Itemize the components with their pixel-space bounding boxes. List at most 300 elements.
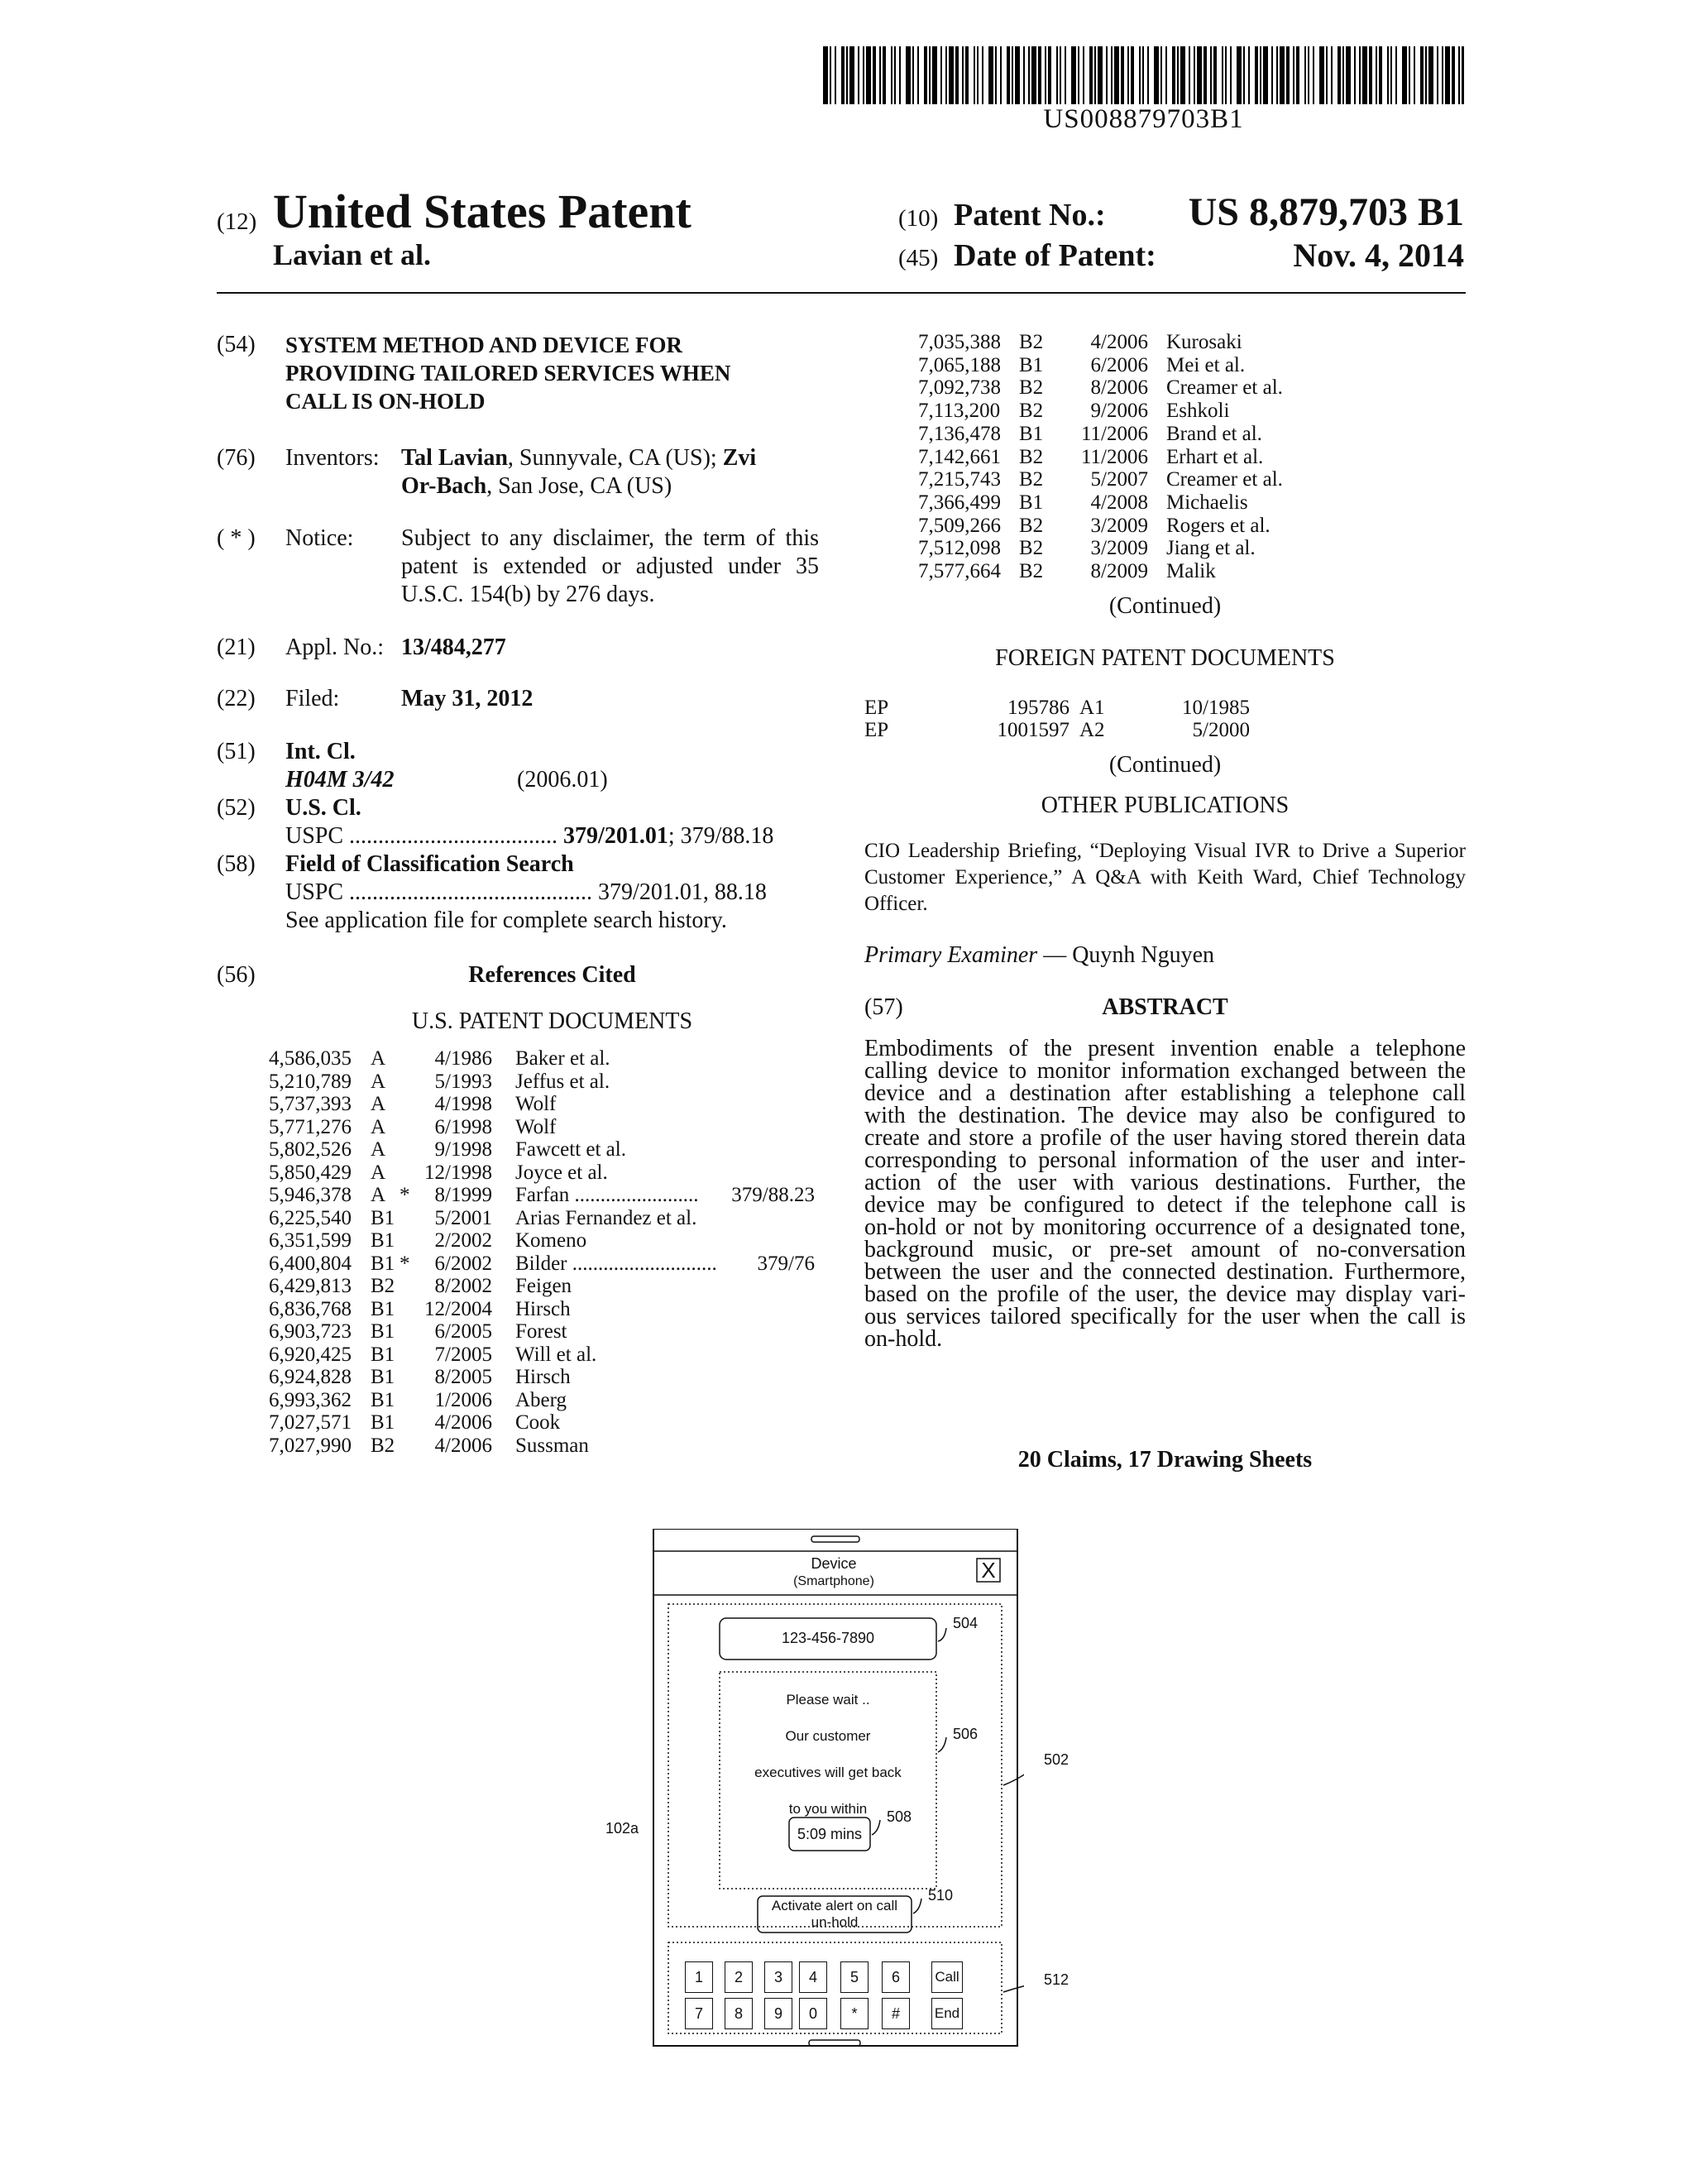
barcode-bar (841, 46, 845, 104)
foreign-reference-row (864, 719, 1466, 741)
keypad-key[interactable]: 1 (685, 1961, 713, 1993)
barcode-bar (1286, 46, 1290, 104)
barcode-bar (1230, 46, 1232, 104)
primary-examiner (864, 941, 1214, 970)
ref-number: 5,850,429 (269, 1161, 352, 1184)
inventor-location: , Sunnyvale, CA (US); (507, 445, 723, 471)
barcode-bar (1414, 46, 1415, 104)
barcode-bar (1098, 46, 1103, 104)
reference-row (269, 1275, 815, 1297)
barcode-bar (906, 46, 911, 104)
ref-kind: B1 (371, 1206, 395, 1229)
ref-date: 4/2006 (434, 1434, 492, 1457)
barcode-bar (1204, 46, 1207, 104)
ref-name: Erhart et al. (1166, 445, 1264, 468)
ref-date: 4/1998 (434, 1093, 492, 1115)
reference-row (269, 1229, 815, 1252)
ref-number: 6,993,362 (269, 1388, 352, 1411)
barcode-bar (1342, 46, 1344, 104)
claims-count: 20 Claims, 17 Drawing Sheets (1017, 1447, 1313, 1473)
alert-button-line: Activate alert on call (771, 1898, 898, 1913)
code-57: (57) (864, 994, 903, 1020)
ref-name: Jeffus et al. (515, 1070, 610, 1093)
reference-row (918, 537, 1464, 559)
ref-name: Cook (515, 1411, 561, 1434)
uspc-label: USPC (285, 823, 344, 849)
abstract-line: Embodiments of the present invention enable a telephone (864, 1036, 1466, 1061)
barcode-bar (1402, 46, 1407, 104)
barcode-bar (1210, 46, 1212, 104)
barcode-bar (1255, 46, 1258, 104)
field-search-uspc (285, 879, 767, 907)
ref-name: Eshkoli (1166, 400, 1230, 423)
ref-date: 4/1986 (434, 1047, 492, 1070)
ref-star: * (400, 1252, 410, 1275)
ref-date: 5/2001 (434, 1206, 492, 1229)
device-title: Device (811, 1555, 857, 1572)
abstract-line: on-hold. (864, 1326, 943, 1352)
keypad-key[interactable]: Call (931, 1961, 963, 1993)
ref-kind: B1 (1019, 422, 1044, 445)
barcode-bar (1180, 46, 1185, 104)
barcode-bar (1409, 46, 1410, 104)
ref-number: 5,946,378 (269, 1184, 352, 1206)
ref-kind: B2 (1019, 468, 1044, 491)
barcode-bar (1331, 46, 1333, 104)
barcode-bar (1243, 46, 1245, 104)
reference-row (269, 1138, 815, 1161)
reference-row (269, 1252, 815, 1275)
keypad-key[interactable]: End (931, 1998, 963, 2029)
ref-date: 9/2006 (1090, 400, 1148, 423)
reference-row (269, 1366, 815, 1388)
barcode-bar (1437, 46, 1438, 104)
ref-number: 7,065,188 (918, 353, 1001, 376)
barcode-bar (1000, 46, 1002, 104)
ref-506: 506 (953, 1726, 979, 1742)
keypad-key[interactable]: 4 (799, 1961, 827, 1993)
foreign-number: 195786 (1007, 697, 1070, 719)
phone-number-field[interactable]: 123-456-7890 (781, 1630, 875, 1646)
barcode-bar (1425, 46, 1427, 104)
reference-row (918, 331, 1464, 353)
ref-number: 5,802,526 (269, 1138, 352, 1161)
filed-value: May 31, 2012 (401, 686, 534, 711)
barcode-bar (891, 46, 892, 104)
abstract-line: on-hold or not by monitoring occurrence of a designated tone, (864, 1214, 1466, 1240)
foreign-country: EP (864, 719, 889, 741)
ref-date: 8/1999 (434, 1184, 492, 1206)
barcode-bar (1060, 46, 1061, 104)
barcode-bar (1462, 46, 1464, 104)
barcode-bar (1111, 46, 1113, 104)
int-cl-label: Int. Cl. (285, 739, 356, 764)
ref-number: 7,509,266 (918, 514, 1001, 537)
ref-102a: 102a (605, 1820, 639, 1837)
ref-kind: B1 (1019, 353, 1044, 376)
barcode-bar (1083, 46, 1084, 104)
ref-date: 12/1998 (424, 1161, 492, 1184)
barcode-bar (1308, 46, 1309, 104)
barcode-bar (1056, 46, 1058, 104)
barcode-bar (1346, 46, 1351, 104)
keypad-key[interactable]: 8 (725, 1998, 753, 2029)
ref-date: 7/2005 (434, 1343, 492, 1366)
ref-kind: B2 (371, 1434, 395, 1457)
keypad-key[interactable]: 9 (764, 1998, 792, 2029)
device-subtitle: (Smartphone) (793, 1574, 874, 1588)
barcode-bar (932, 46, 937, 104)
invention-title-line: SYSTEM METHOD AND DEVICE FOR (285, 333, 683, 357)
ref-name: Sussman (515, 1434, 589, 1457)
inventors-line-1 (401, 444, 756, 472)
barcode-bar (1313, 46, 1314, 104)
ref-date: 6/2002 (434, 1252, 492, 1275)
ref-504: 504 (953, 1615, 979, 1631)
barcode-bar (1177, 46, 1179, 104)
ref-name: Joyce et al. (515, 1161, 608, 1184)
ref-number: 6,400,804 (269, 1252, 352, 1275)
ref-kind: A (371, 1070, 386, 1093)
wait-message-line: to you within (788, 1801, 868, 1817)
notice-line: Subject to any disclaimer, the term of this (401, 525, 819, 551)
ref-name: Komeno (515, 1229, 587, 1252)
foreign-date: 5/2000 (1192, 719, 1250, 741)
patent-no-label: Patent No.: (954, 198, 1106, 232)
ref-name: Hirsch (515, 1297, 571, 1320)
foreign-country: EP (864, 697, 889, 719)
ref-number: 7,215,743 (918, 468, 1001, 491)
uspc-label: USPC (285, 879, 344, 905)
barcode-bar (1420, 46, 1424, 104)
reference-row (918, 468, 1464, 491)
ref-kind: B2 (1019, 400, 1044, 423)
ref-date: 8/2005 (434, 1366, 492, 1388)
continued-us-refs: (Continued) (1108, 593, 1222, 619)
ref-name: Hirsch (515, 1366, 571, 1388)
ref-name: Malik (1166, 560, 1216, 582)
abstract-line: create and store a profile of the user having stored therein data (864, 1125, 1466, 1151)
ref-number: 6,836,768 (269, 1297, 352, 1320)
code-58: (58) (217, 851, 256, 877)
int-cl-class: H04M 3/42 (285, 767, 395, 793)
ref-date: 4/2006 (434, 1411, 492, 1434)
ref-512: 512 (1044, 1971, 1070, 1988)
reference-row (269, 1207, 815, 1229)
ref-name: Creamer et al. (1166, 468, 1283, 491)
foreign-kind: A2 (1079, 719, 1105, 741)
barcode-bar (1213, 46, 1217, 104)
barcode-bar (1007, 46, 1010, 104)
ref-name: Brand et al. (1166, 422, 1262, 445)
us-patent-documents-title: U.S. PATENT DOCUMENTS (411, 1008, 693, 1034)
ref-kind: B2 (371, 1275, 395, 1297)
barcode-bar (1147, 46, 1149, 104)
ref-508: 508 (887, 1808, 912, 1825)
ref-number: 7,577,664 (918, 560, 1001, 582)
ref-kind: B1 (371, 1229, 395, 1252)
barcode-bar (945, 46, 947, 104)
ref-kind: B2 (1019, 560, 1044, 582)
inventors-label: Inventors: (285, 445, 380, 471)
barcode-bar (929, 46, 931, 104)
barcode-bar (1280, 46, 1285, 104)
reference-row (918, 515, 1464, 537)
barcode-bar (835, 46, 836, 104)
barcode-bar (1114, 46, 1119, 104)
reference-row (269, 1184, 815, 1206)
ref-kind: B1 (1019, 491, 1044, 514)
barcode-bar (1293, 46, 1294, 104)
ref-name: Arias Fernandez et al. (515, 1206, 697, 1229)
examiner-name: — Quynh Nguyen (1037, 942, 1215, 968)
barcode-bar (866, 46, 871, 104)
dot-leader: .......................................... (349, 879, 593, 905)
ref-name: Farfan ........................ (515, 1184, 699, 1206)
examiner-label: Primary Examiner (864, 942, 1038, 968)
ref-kind: A (371, 1138, 386, 1161)
code-52: (52) (217, 795, 256, 821)
reference-row (918, 423, 1464, 445)
references-cited-title: References Cited (468, 962, 636, 988)
barcode-bar (1071, 46, 1076, 104)
notice-code: ( * ) (217, 525, 256, 551)
keypad-key[interactable]: 6 (882, 1961, 910, 1993)
code-10: (10) (898, 205, 939, 232)
ref-number: 6,429,813 (269, 1275, 352, 1297)
ref-date: 8/2006 (1090, 376, 1148, 400)
barcode-bar (873, 46, 876, 104)
abstract-line: ous services tailored specifically for the user when the call is (864, 1304, 1466, 1329)
ref-name: Rogers et al. (1166, 514, 1270, 537)
ref-name: Baker et al. (515, 1047, 610, 1070)
barcode-number: US008879703B1 (1043, 104, 1244, 134)
patent-date: Nov. 4, 2014 (1293, 237, 1464, 274)
keypad-key[interactable]: * (840, 1998, 869, 2029)
ref-kind: B1 (371, 1320, 395, 1343)
barcode-bar (1362, 46, 1367, 104)
ref-star: * (400, 1184, 410, 1206)
barcode-bar (1023, 46, 1025, 104)
notice-label: Notice: (285, 525, 354, 551)
inventor-name: Tal Lavian (401, 445, 508, 471)
ref-number: 6,924,828 (269, 1366, 352, 1388)
barcode-bar (1337, 46, 1341, 104)
header-rule (217, 292, 1466, 294)
barcode-bar (1379, 46, 1382, 104)
inventor-name: Zvi (722, 445, 757, 471)
ref-name: Feigen (515, 1275, 572, 1297)
ref-number: 6,920,425 (269, 1343, 352, 1366)
invention-title-line: CALL IS ON-HOLD (285, 389, 486, 414)
barcode-bar (962, 46, 964, 104)
wait-message-line: Our customer (785, 1728, 871, 1744)
barcode-bar (1376, 46, 1377, 104)
barcode-bar (1127, 46, 1129, 104)
uspc-primary: 379/201.01 (563, 823, 668, 849)
ref-name: Creamer et al. (1166, 376, 1283, 400)
reference-row (269, 1116, 815, 1138)
code-45: (45) (898, 245, 939, 271)
barcode-bar (924, 46, 927, 104)
barcode-bar (1094, 46, 1096, 104)
ref-name: Bilder ............................ (515, 1252, 717, 1275)
barcode-bar (917, 46, 919, 104)
ref-date: 5/2007 (1090, 468, 1148, 491)
barcode-bar (1428, 46, 1433, 104)
ref-502: 502 (1044, 1751, 1070, 1768)
barcode-bar (1222, 46, 1223, 104)
us-cl-uspc (285, 822, 773, 850)
barcode-bar (1237, 46, 1242, 104)
reference-row (269, 1411, 815, 1434)
alert-button-line: un-hold (811, 1914, 859, 1930)
ref-kind: A (371, 1161, 386, 1184)
abstract-text (864, 1037, 1466, 1350)
filed-label: Filed: (285, 686, 340, 711)
keypad-key[interactable]: 2 (725, 1961, 753, 1993)
ref-date: 11/2006 (1080, 445, 1148, 468)
barcode-bar (1065, 46, 1066, 104)
keypad-key[interactable]: # (882, 1998, 910, 2029)
ref-kind: B2 (1019, 537, 1044, 560)
barcode-bar (1248, 46, 1250, 104)
barcode-bar (1263, 46, 1268, 104)
ref-number: 7,136,478 (918, 422, 1001, 445)
foreign-reference-row (864, 697, 1466, 719)
barcode-bar (1390, 46, 1392, 104)
ref-name: Forest (515, 1320, 567, 1343)
ref-kind: A (371, 1047, 386, 1070)
reference-row (269, 1161, 815, 1184)
ref-number: 6,351,599 (269, 1229, 352, 1252)
ref-name: Michaelis (1166, 491, 1248, 514)
barcode-bar (1028, 46, 1030, 104)
code-22: (22) (217, 686, 256, 711)
inventor-short: Lavian et al. (273, 238, 432, 271)
ref-date: 5/1993 (434, 1070, 492, 1093)
abstract-line: based on the profile of the user, the device may display vari- (864, 1281, 1466, 1307)
barcode-bar (955, 46, 959, 104)
barcode-bar (1121, 46, 1124, 104)
reference-row (918, 446, 1464, 468)
barcode-bar (1387, 46, 1389, 104)
barcode-bar (899, 46, 901, 104)
barcode-bar (879, 46, 881, 104)
code-76: (76) (217, 445, 256, 471)
ref-kind: B1 (371, 1388, 395, 1411)
inventor-name: Or-Bach (401, 473, 487, 499)
ref-date: 12/2004 (424, 1297, 492, 1320)
reference-row (269, 1093, 815, 1115)
foreign-number: 1001597 (997, 719, 1070, 741)
ref-date: 4/2006 (1090, 331, 1148, 353)
barcode-bar (1276, 46, 1278, 104)
date-label: Date of Patent: (954, 238, 1156, 273)
barcode-bar (846, 46, 848, 104)
barcode-bar (1031, 46, 1036, 104)
barcode-bar (823, 46, 828, 104)
inventor-location: , San Jose, CA (US) (486, 473, 672, 499)
foreign-date: 10/1985 (1182, 697, 1250, 719)
appl-no-label: Appl. No.: (285, 635, 384, 660)
other-publications-text (864, 838, 1466, 917)
code-51: (51) (217, 739, 256, 764)
ref-kind: A (371, 1115, 386, 1138)
ref-name: Aberg (515, 1388, 567, 1411)
barcode-bar (965, 46, 969, 104)
patent-number: US 8,879,703 B1 (1188, 190, 1464, 234)
ref-kind: B2 (1019, 445, 1044, 468)
barcode-bar (1319, 46, 1324, 104)
ref-date: 8/2009 (1090, 560, 1148, 582)
abstract-line: action of the user with various destinations. Further, the (864, 1170, 1466, 1195)
barcode-bar (1452, 46, 1455, 104)
barcode-bar (1326, 46, 1328, 104)
barcode-bar (1160, 46, 1162, 104)
other-publication-line: CIO Leadership Briefing, “Deploying Visual IVR to Drive a Superior (864, 840, 1466, 862)
barcode-bar (1189, 46, 1190, 104)
reference-row (269, 1434, 815, 1457)
barcode-bar (858, 46, 859, 104)
barcode-bar (1304, 46, 1306, 104)
abstract-line: between the user and the connected destination. Furthermore, (864, 1259, 1466, 1285)
reference-row (269, 1343, 815, 1366)
keypad-key[interactable]: 0 (799, 1998, 827, 2029)
ref-kind: B2 (1019, 514, 1044, 537)
other-publication-line: Officer. (864, 893, 928, 915)
barcode-bar (1458, 46, 1460, 104)
ref-date: 3/2009 (1090, 537, 1148, 560)
keypad-key[interactable]: 5 (840, 1961, 869, 1993)
ref-number: 5,737,393 (269, 1093, 352, 1115)
close-icon[interactable]: X (981, 1558, 996, 1583)
abstract-line: device and a destination after establishing a telephone call (864, 1080, 1466, 1106)
barcode-bar (849, 46, 854, 104)
reference-row (269, 1389, 815, 1411)
continued-foreign-refs: (Continued) (1108, 752, 1222, 778)
ref-name: Wolf (515, 1115, 557, 1138)
reference-row (269, 1070, 815, 1093)
barcode-bar (1139, 46, 1141, 104)
keypad-key[interactable]: 7 (685, 1998, 713, 2029)
code-21: (21) (217, 635, 256, 660)
barcode-bar (974, 46, 975, 104)
ref-number: 7,113,200 (918, 400, 1001, 423)
invention-title-line: PROVIDING TAILORED SERVICES WHEN (285, 361, 731, 386)
notice-line: patent is extended or adjusted under 35 (401, 553, 819, 579)
ref-date: 4/2008 (1090, 491, 1148, 514)
ref-kind: B2 (1019, 376, 1044, 400)
ref-date: 8/2002 (434, 1275, 492, 1297)
notice-text (401, 524, 819, 609)
barcode-bar (977, 46, 979, 104)
barcode-bar (949, 46, 954, 104)
activate-alert-button[interactable] (758, 1898, 912, 1931)
reference-row (269, 1298, 815, 1320)
ref-number: 6,903,723 (269, 1320, 352, 1343)
keypad-key[interactable]: 3 (764, 1961, 792, 1993)
ref-number: 4,586,035 (269, 1047, 352, 1070)
barcode-bar (1165, 46, 1167, 104)
us-cl-label: U.S. Cl. (285, 795, 361, 821)
barcode-bar (1442, 46, 1443, 104)
patent-title: United States Patent (273, 184, 691, 238)
barcode-bar (894, 46, 896, 104)
ref-date: 2/2002 (434, 1229, 492, 1252)
ref-kind: B1 (371, 1297, 395, 1320)
reference-row (918, 560, 1464, 582)
